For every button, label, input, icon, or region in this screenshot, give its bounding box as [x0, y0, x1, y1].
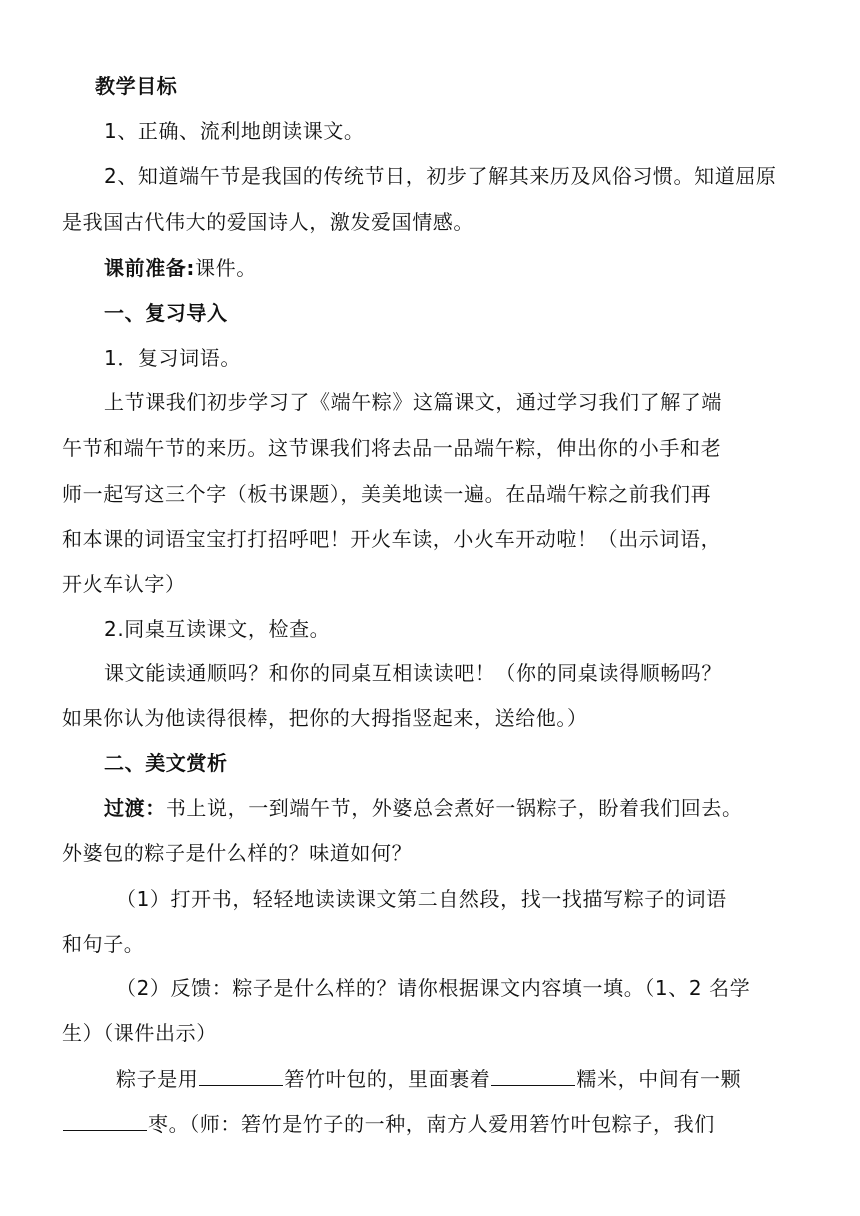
transition-line-2: 外婆包的粽子是什么样的？味道如何？ — [62, 841, 413, 865]
question1-line-1: （1）打开书，轻轻地读读课文第二自然段，找一找描写粽子的词语 — [116, 887, 727, 911]
objectives-heading: 教学目标 — [95, 74, 178, 98]
section1-para-line-5: 开火车认字） — [62, 572, 186, 596]
question2-line-1: （2）反馈：粽子是什么样的？请你根据课文内容填一填。（1、2 名学 — [116, 976, 751, 1000]
question1-line-2: 和句子。 — [62, 932, 145, 956]
transition-text: 书上说，一到端午节，外婆总会煮好一锅粽子，盼着我们回去。 — [165, 796, 743, 820]
section1-step1: 1．复习词语。 — [104, 346, 241, 370]
objective-item-2-line-2: 是我国古代伟大的爱国诗人，激发爱国情感。 — [62, 210, 474, 234]
section1-heading: 一、复习导入 — [104, 301, 228, 325]
fill-text-c: 糯米，中间有一颗 — [576, 1067, 742, 1091]
fill-text-b: 箬竹叶包的，里面裹着 — [284, 1067, 491, 1091]
fill-blank-3[interactable] — [63, 1110, 147, 1131]
prep-label: 课前准备: — [104, 256, 195, 280]
section1-para2-line-1: 课文能读通顺吗？和你的同桌互相读读吧！（你的同桌读得顺畅吗？ — [104, 661, 722, 685]
section1-para-line-3: 师一起写这三个字（板书课题），美美地读一遍。在品端午粽之前我们再 — [62, 482, 712, 506]
transition-label: 过渡： — [104, 796, 166, 820]
section1-para-line-2: 午节和端午节的来历。这节课我们将去品一品端午粽，伸出你的小手和老 — [62, 436, 722, 460]
objective-item-2-line-1: 2、知道端午节是我国的传统节日，初步了解其来历及风俗习惯。知道屈原 — [104, 164, 777, 188]
prep-line — [104, 255, 844, 281]
objective-item-1: 1、正确、流利地朗读课文。 — [104, 119, 365, 143]
section1-para-line-1: 上节课我们初步学习了《端午粽》这篇课文，通过学习我们了解了端 — [104, 390, 722, 414]
fill-blank-1[interactable] — [199, 1065, 283, 1086]
section1-para2-line-2: 如果你认为他读得很棒，把你的大拇指竖起来，送给他。） — [62, 706, 588, 730]
fill-text-a: 粽子是用 — [116, 1067, 199, 1091]
transition-line-1 — [104, 795, 844, 821]
section1-para-line-4: 和本课的词语宝宝打打招呼吧！开火车读，小火车开动啦！（出示词语， — [62, 527, 722, 551]
prep-value: 课件。 — [195, 256, 257, 280]
fill-text-d: 枣。（师：箬竹是竹子的一种，南方人爱用箬竹叶包粽子，我们 — [148, 1112, 715, 1136]
section1-step2: 2.同桌互读课文，检查。 — [104, 617, 331, 641]
fill-in-line-1 — [116, 1065, 856, 1092]
fill-in-line-2 — [62, 1110, 802, 1137]
fill-blank-2[interactable] — [491, 1065, 575, 1086]
question2-line-2: 生）（课件出示） — [62, 1021, 217, 1045]
section2-heading: 二、美文赏析 — [104, 751, 228, 775]
